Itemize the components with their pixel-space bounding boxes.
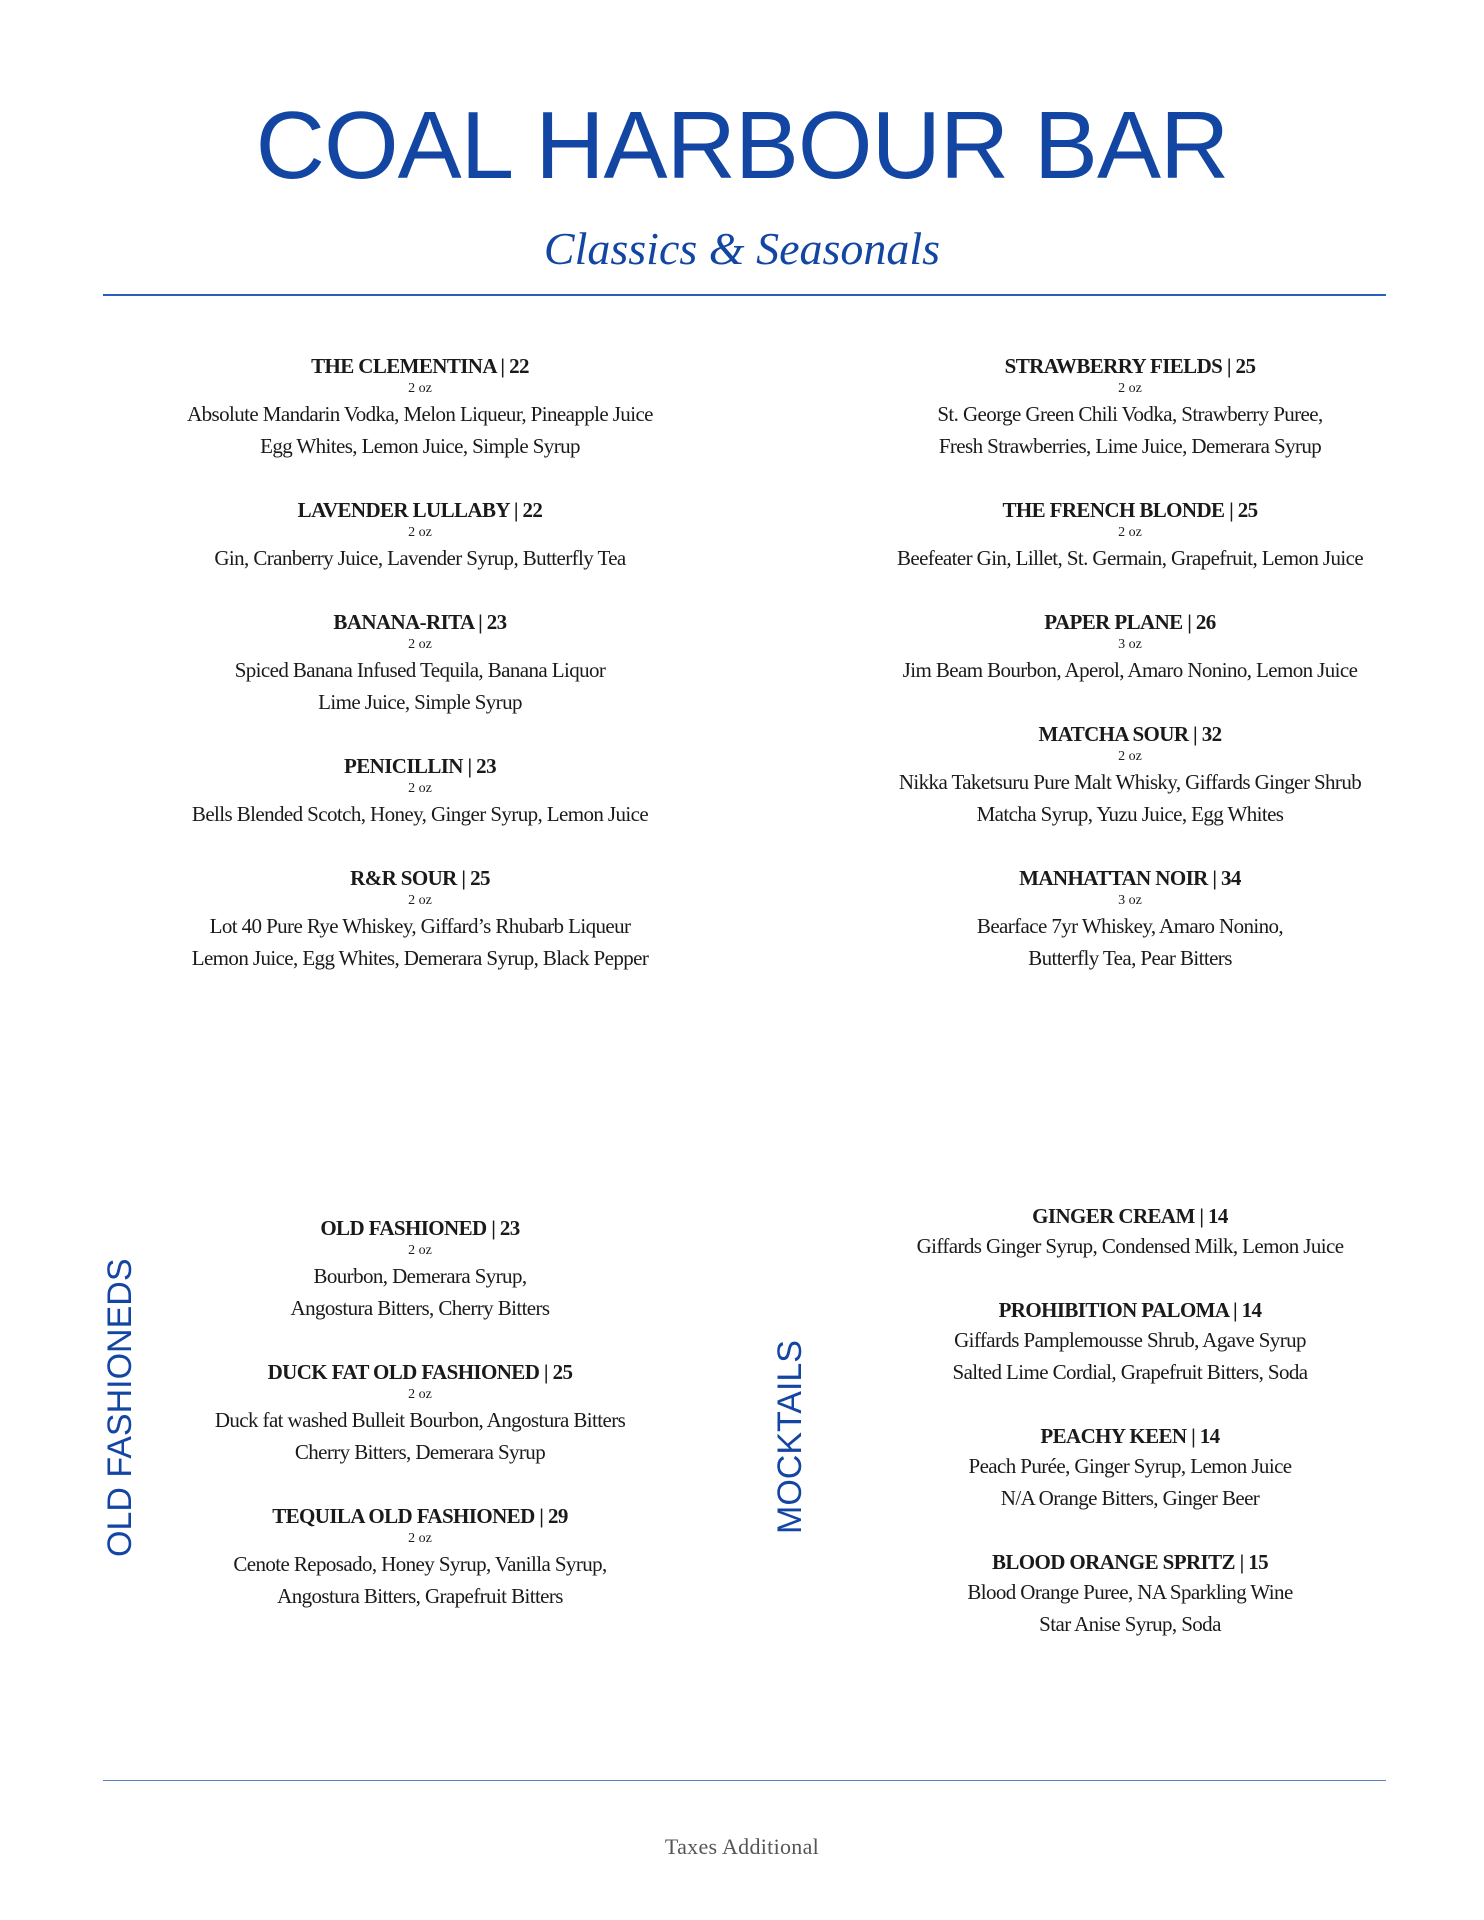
drink-ingredients: Beefeater Gin, Lillet, St. Germain, Grapefruit, Lemon Juice: [896, 546, 1364, 570]
mocktails-column: [860, 1202, 1400, 1674]
drink-ingredients: N/A Orange Bitters, Ginger Beer: [1000, 1486, 1260, 1510]
drink-ingredients: Giffards Pamplemousse Shrub, Agave Syrup: [954, 1328, 1306, 1352]
drink-ingredients: Fresh Strawberries, Lime Juice, Demerara Syrup: [938, 434, 1322, 458]
drink-ingredients: Egg Whites, Lemon Juice, Simple Syrup: [260, 434, 580, 458]
drink-size: 2 oz: [408, 781, 432, 796]
drink-ingredients: Matcha Syrup, Yuzu Juice, Egg Whites: [976, 802, 1284, 826]
drink-ingredients: Blood Orange Puree, NA Sparkling Wine: [967, 1580, 1293, 1604]
classics-left-column: [110, 352, 730, 1008]
drink-name: PROHIBITION PALOMA | 14: [998, 1298, 1262, 1322]
menu-item: [110, 752, 730, 830]
drink-ingredients: Jim Beam Bourbon, Aperol, Amaro Nonino, Lemon Juice: [902, 658, 1358, 682]
drink-name: PEACHY KEEN | 14: [1040, 1424, 1220, 1448]
drink-name: THE CLEMENTINA | 22: [311, 354, 529, 378]
menu-item: [110, 352, 730, 462]
classics-right-column: [810, 352, 1450, 1008]
drink-ingredients: Salted Lime Cordial, Grapefruit Bitters, Soda: [952, 1360, 1308, 1384]
drink-name: TEQUILA OLD FASHIONED | 29: [272, 1504, 568, 1528]
footer-note: Taxes Additional: [664, 1834, 820, 1859]
menu-item: [110, 864, 730, 974]
menu-item: [110, 496, 730, 574]
drink-ingredients: Lot 40 Pure Rye Whiskey, Giffard’s Rhubarb Liqueur: [209, 914, 631, 938]
drink-ingredients: Gin, Cranberry Juice, Lavender Syrup, Butterfly Tea: [214, 546, 626, 570]
drink-name: OLD FASHIONED | 23: [320, 1216, 520, 1240]
drink-size: 2 oz: [408, 637, 432, 652]
drink-ingredients: Bourbon, Demerara Syrup,: [313, 1264, 527, 1288]
drink-ingredients: Spiced Banana Infused Tequila, Banana Liquor: [234, 658, 606, 682]
drink-size: 2 oz: [1118, 381, 1142, 396]
drink-ingredients: Angostura Bitters, Grapefruit Bitters: [277, 1584, 563, 1608]
drink-ingredients: Butterfly Tea, Pear Bitters: [1028, 946, 1232, 970]
drink-size: 3 oz: [1118, 637, 1142, 652]
drink-size: 2 oz: [408, 381, 432, 396]
drink-name: PENICILLIN | 23: [344, 754, 496, 778]
drink-ingredients: Absolute Mandarin Vodka, Melon Liqueur, Pineapple Juice: [187, 402, 653, 426]
drink-size: 2 oz: [408, 1243, 432, 1258]
drink-name: MATCHA SOUR | 32: [1038, 722, 1222, 746]
drink-name: GINGER CREAM | 14: [1032, 1204, 1228, 1228]
drink-size: 3 oz: [1118, 893, 1142, 908]
drink-name: LAVENDER LULLABY | 22: [297, 498, 543, 522]
drink-name: R&R SOUR | 25: [350, 866, 490, 890]
drink-ingredients: Peach Purée, Ginger Syrup, Lemon Juice: [968, 1454, 1292, 1478]
drink-name: THE FRENCH BLONDE | 25: [1002, 498, 1258, 522]
drink-size: 2 oz: [1118, 525, 1142, 540]
drink-name: BLOOD ORANGE SPRITZ | 15: [991, 1550, 1269, 1574]
menu-item: [190, 1358, 650, 1468]
menu-item: [860, 1202, 1400, 1262]
menu-item: [810, 864, 1450, 974]
drink-name: MANHATTAN NOIR | 34: [1019, 866, 1241, 890]
page-title: COAL HARBOUR BAR: [255, 92, 1229, 199]
header-divider: [103, 294, 1386, 296]
drink-size: 2 oz: [1118, 749, 1142, 764]
drink-name: STRAWBERRY FIELDS | 25: [1004, 354, 1256, 378]
section-label-mocktails: MOCKTAILS: [771, 1340, 809, 1534]
menu-item: [810, 608, 1450, 686]
menu-item: [810, 496, 1450, 574]
menu-item: [110, 608, 730, 718]
section-label-old-fashioneds: OLD FASHIONEDS: [101, 1258, 139, 1557]
menu-item: [190, 1214, 650, 1324]
old-fashioneds-column: [190, 1214, 650, 1646]
drink-ingredients: Giffards Ginger Syrup, Condensed Milk, Lemon Juice: [916, 1234, 1344, 1258]
drink-size: 2 oz: [408, 1531, 432, 1546]
menu-item: [190, 1502, 650, 1612]
menu-subtitle: Classics & Seasonals: [543, 223, 941, 274]
menu-item: [860, 1548, 1400, 1640]
drink-size: 2 oz: [408, 893, 432, 908]
drink-name: PAPER PLANE | 26: [1044, 610, 1216, 634]
menu-item: [860, 1296, 1400, 1388]
drink-ingredients: Nikka Taketsuru Pure Malt Whisky, Giffards Ginger Shrub: [898, 770, 1362, 794]
drink-ingredients: Angostura Bitters, Cherry Bitters: [290, 1296, 550, 1320]
menu-item: [810, 720, 1450, 830]
drink-ingredients: Cherry Bitters, Demerara Syrup: [294, 1440, 546, 1464]
drink-ingredients: Lime Juice, Simple Syrup: [318, 690, 522, 714]
drink-ingredients: Lemon Juice, Egg Whites, Demerara Syrup, Black Pepper: [191, 946, 649, 970]
drink-size: 2 oz: [408, 1387, 432, 1402]
footer-divider: [103, 1780, 1386, 1781]
menu-item: [860, 1422, 1400, 1514]
drink-name: BANANA-RITA | 23: [333, 610, 507, 634]
menu-item: [810, 352, 1450, 462]
drink-ingredients: Bearface 7yr Whiskey, Amaro Nonino,: [976, 914, 1284, 938]
drink-ingredients: St. George Green Chili Vodka, Strawberry Puree,: [937, 402, 1323, 426]
drink-ingredients: Duck fat washed Bulleit Bourbon, Angostura Bitters: [214, 1408, 626, 1432]
drink-size: 2 oz: [408, 525, 432, 540]
drink-ingredients: Star Anise Syrup, Soda: [1039, 1612, 1221, 1636]
drink-ingredients: Cenote Reposado, Honey Syrup, Vanilla Syrup,: [233, 1552, 607, 1576]
drink-ingredients: Bells Blended Scotch, Honey, Ginger Syrup, Lemon Juice: [191, 802, 649, 826]
drink-name: DUCK FAT OLD FASHIONED | 25: [267, 1360, 573, 1384]
